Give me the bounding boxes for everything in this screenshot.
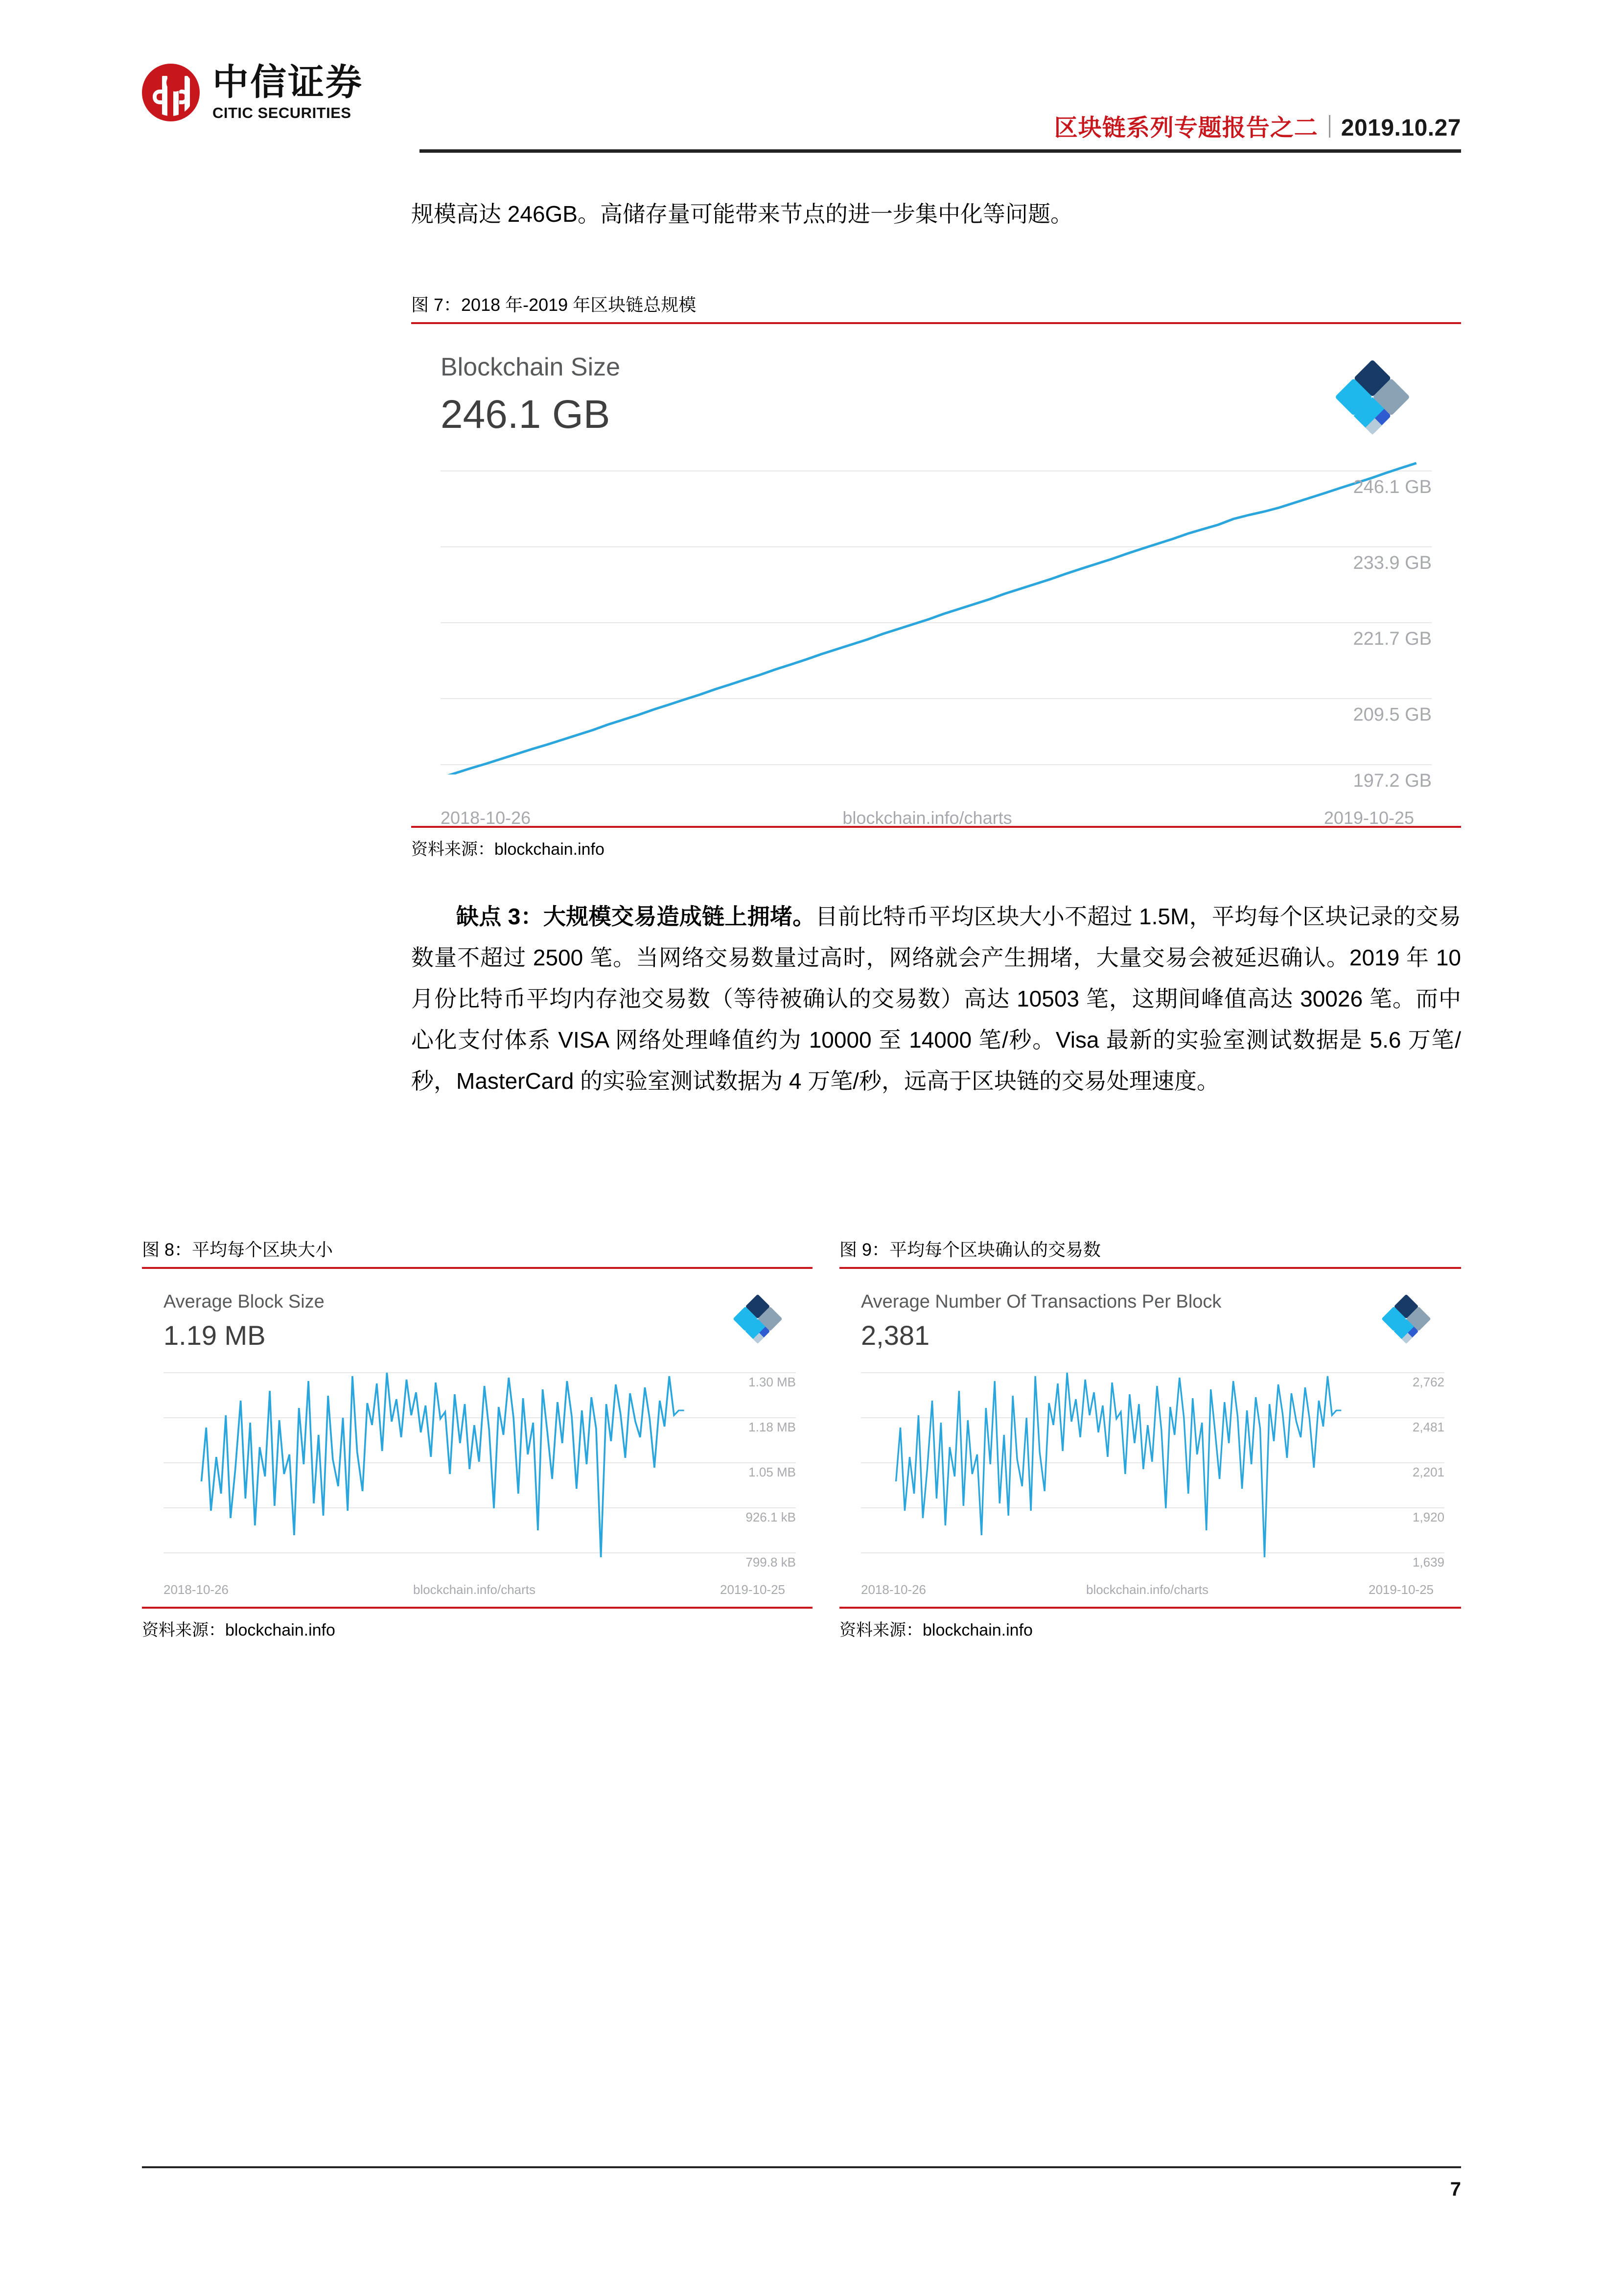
figure7-chart-title: Blockchain Size — [441, 353, 621, 381]
figure8-caption: 图 8：平均每个区块大小 — [142, 1240, 333, 1260]
figure7-chart-card — [411, 324, 1461, 826]
blockchain-info-logo-icon — [1379, 1291, 1434, 1346]
figure8-x-end: 2019-10-25 — [720, 1582, 785, 1597]
figure8-chart-footer — [163, 1582, 796, 1597]
figure9-ytick-4: 1,639 — [1412, 1555, 1444, 1570]
paragraph-mid-wrapper — [411, 896, 1461, 1101]
blockchain-info-logo-icon — [1331, 355, 1414, 439]
report-date: 2019.10.27 — [1341, 115, 1461, 141]
figure8-plot-area — [163, 1364, 796, 1570]
figure7-block — [411, 291, 1461, 860]
figure7-x-start: 2018-10-26 — [441, 808, 531, 828]
figure7-source: 资料来源：blockchain.info — [411, 840, 604, 859]
figure7-chart-footer — [441, 808, 1432, 828]
header-title-block — [1054, 109, 1461, 142]
figure9-ytick-0: 2,762 — [1412, 1375, 1444, 1389]
figure9-chart-card — [839, 1269, 1461, 1607]
figure7-x-end: 2019-10-25 — [1324, 808, 1414, 828]
paragraph-top: 规模高达 246GB。高储存量可能带来节点的进一步集中化等问题。 — [411, 201, 1073, 227]
report-series-title: 区块链系列专题报告之二 — [1054, 115, 1318, 141]
figure9-chart-header — [861, 1291, 1444, 1351]
figure9-ytick-2: 2,201 — [1412, 1465, 1444, 1479]
figure9-chart-value: 2,381 — [861, 1320, 930, 1351]
figure9-x-end: 2019-10-25 — [1369, 1582, 1434, 1597]
paragraph-mid-rest: 目前比特币平均区块大小不超过 1.5M，平均每个区块记录的交易数量不超过 2500 笔。当网络交易数量过高时，网络就会产生拥堵，大量交易会被延迟确认。2019 年 10 月份比特币平均内存池交易数（等待被确认的交易数）高达 10503 笔，这期间峰值高达 30026 笔。而中心化支付体系 VISA 网络处理峰值约为 10000 至 14000 笔/秒。Visa 最新的实验室测试数据是 5.6 万笔/秒，MasterCard 的实验室测试数据为 4 万笔/秒，远高于区块链的交易处理速度。 — [411, 904, 1461, 1094]
citic-securities-logo — [142, 64, 363, 121]
logo-chinese-name: 中信证券 — [212, 63, 363, 103]
figure9-chart-title: Average Number Of Transactions Per Block — [861, 1291, 1222, 1312]
figure9-plot-area — [861, 1364, 1444, 1570]
citic-logo-icon — [142, 64, 200, 121]
figure8-ytick-2: 1.05 MB — [748, 1465, 796, 1479]
figure9-source: 资料来源：blockchain.info — [839, 1621, 1033, 1640]
figure8-ytick-4: 799.8 kB — [745, 1555, 796, 1570]
figure7-chart-value: 246.1 GB — [441, 392, 610, 437]
footer-rule — [142, 2166, 1461, 2168]
figure7-ytick-3: 209.5 GB — [1353, 704, 1432, 725]
figure7-source-link[interactable]: blockchain.info/charts — [842, 808, 1012, 828]
paragraph-mid — [411, 896, 1461, 1101]
figure9-svg — [861, 1364, 1444, 1560]
figure9-ytick-3: 1,920 — [1412, 1510, 1444, 1524]
header-divider — [1329, 115, 1330, 138]
figure9-x-start: 2018-10-26 — [861, 1582, 926, 1597]
figure7-ytick-4: 197.2 GB — [1353, 771, 1432, 791]
figure7-ytick-2: 221.7 GB — [1353, 629, 1432, 649]
paragraph-mid-lead: 缺点 3：大规模交易造成链上拥堵。 — [456, 904, 815, 929]
figure9-source-link[interactable]: blockchain.info/charts — [1086, 1582, 1209, 1597]
page-number: 7 — [1450, 2179, 1461, 2200]
page-header — [0, 0, 1603, 157]
figure7-ytick-0: 246.1 GB — [1353, 477, 1432, 497]
header-rule — [419, 149, 1461, 153]
figure7-chart-header — [441, 352, 1432, 439]
blockchain-info-logo-icon — [730, 1291, 785, 1346]
figure7-svg — [441, 461, 1432, 774]
figure9-ytick-1: 2,481 — [1412, 1420, 1444, 1434]
figure7-line-series — [441, 463, 1417, 774]
figure9-line-series — [896, 1373, 1342, 1557]
figure8-block — [142, 1236, 813, 1640]
figure8-source-link[interactable]: blockchain.info/charts — [413, 1582, 536, 1597]
figure8-line-series — [202, 1373, 684, 1557]
figure8-ytick-3: 926.1 kB — [745, 1510, 796, 1524]
logo-english-name: CITIC SECURITIES — [212, 104, 351, 121]
figure8-chart-value: 1.19 MB — [163, 1320, 266, 1351]
figure8-ytick-1: 1.18 MB — [748, 1420, 796, 1434]
figure9-block — [839, 1236, 1461, 1640]
figure9-caption: 图 9：平均每个区块确认的交易数 — [839, 1240, 1101, 1260]
figure8-source: 资料来源：blockchain.info — [142, 1621, 335, 1640]
figure8-ytick-0: 1.30 MB — [748, 1375, 796, 1389]
figure7-caption: 图 7：2018 年-2019 年区块链总规模 — [411, 295, 697, 315]
paragraph-top-wrapper — [411, 193, 1461, 234]
figure8-svg — [163, 1364, 796, 1560]
figure9-chart-footer — [861, 1582, 1444, 1597]
figure8-chart-title: Average Block Size — [163, 1291, 325, 1312]
figure7-ytick-1: 233.9 GB — [1353, 553, 1432, 573]
figure8-x-start: 2018-10-26 — [163, 1582, 229, 1597]
figure8-chart-header — [163, 1291, 796, 1351]
figure8-chart-card — [142, 1269, 813, 1607]
figure7-plot-area — [441, 461, 1432, 791]
